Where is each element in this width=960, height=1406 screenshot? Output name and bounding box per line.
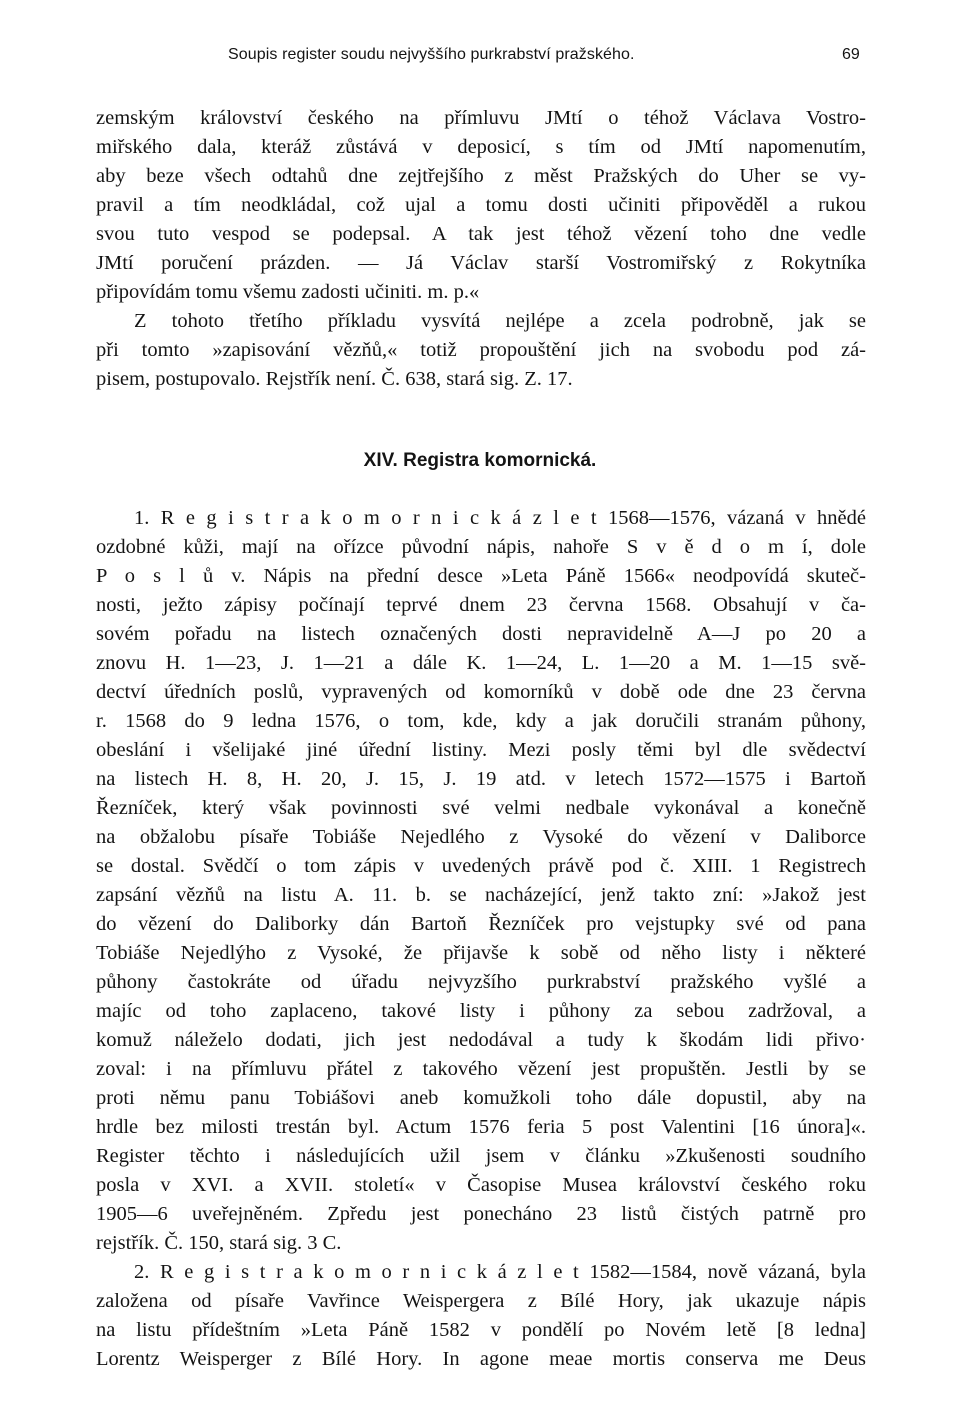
text-line: Lorentz Weisperger z Bílé Hory. In agone meae mortis conserva me Deus [96, 1348, 866, 1370]
text-line: rejstřík. Č. 150, stará sig. 3 C. [96, 1232, 342, 1254]
text-line: P o s l ů v. Nápis na přední desce »Leta Páně 1566« neodpovídá skuteč- [96, 565, 866, 587]
text-line: miřského dala, kteráž zůstává v deposicí, s tím od JMtí napomenutím, [96, 136, 866, 158]
text-line: obeslání i všelijaké jiné úřední listiny. Mezi posly těmi byl dle svědectví [96, 739, 866, 761]
text-line: na obžalobu písaře Tobiáše Nejedlého z Vysoké do vězení v Daliborce [96, 826, 866, 848]
text-line: zoval: i na přímluvu přátel z takového vězení jest propuštěn. Jestli by se [96, 1058, 866, 1080]
text-line: pravil a tím neodkládal, což ujal a tomu dosti učiniti připověděl a rukou [96, 194, 866, 216]
text-line: hrdle bez milosti trestán byl. Actum 1576 feria 5 post Valentini [16 února]«. [96, 1116, 866, 1138]
text-line: sovém pořadu na listech označených dosti nepravidelně A—J po 20 a [96, 623, 866, 645]
running-title: Soupis register soudu nejvyššího purkrabství pražského. [228, 46, 635, 63]
text-line: připovídám tomu všemu zadosti učiniti. m. p.« [96, 281, 480, 303]
text-line: pisem, postupovalo. Rejstřík není. Č. 638, stará sig. Z. 17. [96, 368, 573, 390]
text-line: do vězení do Daliborky dán Bartoň Řezníček pro vejstupky své od pana [96, 913, 866, 935]
text-line: 1905—6 uveřejněném. Zpředu jest ponecháno 23 listů čistých patrně pro [96, 1203, 866, 1225]
text-line: na listu přídeštním »Leta Páně 1582 v pondělí po Novém letě [8 ledna] [96, 1319, 866, 1341]
text-line: r. 1568 do 9 ledna 1576, o tom, kde, kdy a jak doručili stranám půhony, [96, 710, 866, 732]
text-line: posla v XVI. a XVII. století« v Časopise Musea království českého roku [96, 1174, 866, 1196]
text-line: komuž náleželo dodati, jich jest nedodával a tudy k škodám lidi přivo· [96, 1029, 866, 1051]
text-line: ozdobné kůži, mají na ořízce původní nápis, nahoře S v ě d o m í, dole [96, 536, 866, 558]
text-line: 2. R e g i s t r a k o m o r n i c k á z l e t 1582—1584, nově vázaná, byla [134, 1261, 866, 1283]
text-line: proti němu panu Tobiášovi aneb komužkoli toho dále dopustil, aby na [96, 1087, 866, 1109]
text-line: při tomto »zapisování vězňů,« totiž propouštění jich na svobodu pod zá- [96, 339, 866, 361]
text-line: znovu H. 1—23, J. 1—21 a dále K. 1—24, L. 1—20 a M. 1—15 svě- [96, 652, 866, 674]
text-line: Tobiáše Nejedlýho z Vysoké, že přijavše k sobě od něho listy i některé [96, 942, 866, 964]
text-line: aby beze všech odtahů dne zejtřejšího z měst Pražských do Uher se vy- [96, 165, 866, 187]
page-number: 69 [842, 46, 860, 63]
text-line: 1. R e g i s t r a k o m o r n i c k á z l e t 1568—1576, vázaná v hnědé [134, 507, 866, 529]
text-line: dectví úředních poslů, vypravených od komorníků v době ode dne 23 června [96, 681, 866, 703]
text-line: založena od písaře Vavřince Weispergera z Bílé Hory, jak ukazuje nápis [96, 1290, 866, 1312]
text-line: se dostal. Svědčí o tom zápis v uvedených právě pod č. XIII. 1 Registrech [96, 855, 866, 877]
text-line: na listech H. 8, H. 20, J. 15, J. 19 atd. v letech 1572—1575 i Bartoň [96, 768, 866, 790]
text-line: svou tuto vespod se podepsal. A tak jest téhož vězení toho dne vedle [96, 223, 866, 245]
text-line: zemským království českého na přímluvu JMtí o téhož Václava Vostro- [96, 107, 866, 129]
text-line: Řezníček, který však povinnosti své velmi nedbale vykonával a konečně [96, 797, 866, 819]
text-line: nosti, ježto zápisy počínají teprvé dnem 23 června 1568. Obsahují v ča- [96, 594, 866, 616]
section-heading: XIV. Registra komornická. [363, 450, 597, 471]
text-line: půhony častokráte od úřadu nejvyzšího purkrabství pražského vyšlé a [96, 971, 866, 993]
text-line: JMtí poručení prázden. — Já Václav starší Vostromiřský z Rokytníka [96, 252, 866, 274]
text-line: Register těchto i následujících užil jsem v článku »Zkušenosti soudního [96, 1145, 866, 1167]
text-line: Z tohoto třetího příkladu vysvítá nejlépe a zcela podrobně, jak se [134, 310, 866, 332]
text-line: majíc od toho zaplaceno, takové listy i půhony za sebou zadržoval, a [96, 1000, 866, 1022]
text-line: zapsání vězňů na listu A. 11. b. se nacházející, jenž takto zní: »Jakož jest [96, 884, 866, 906]
